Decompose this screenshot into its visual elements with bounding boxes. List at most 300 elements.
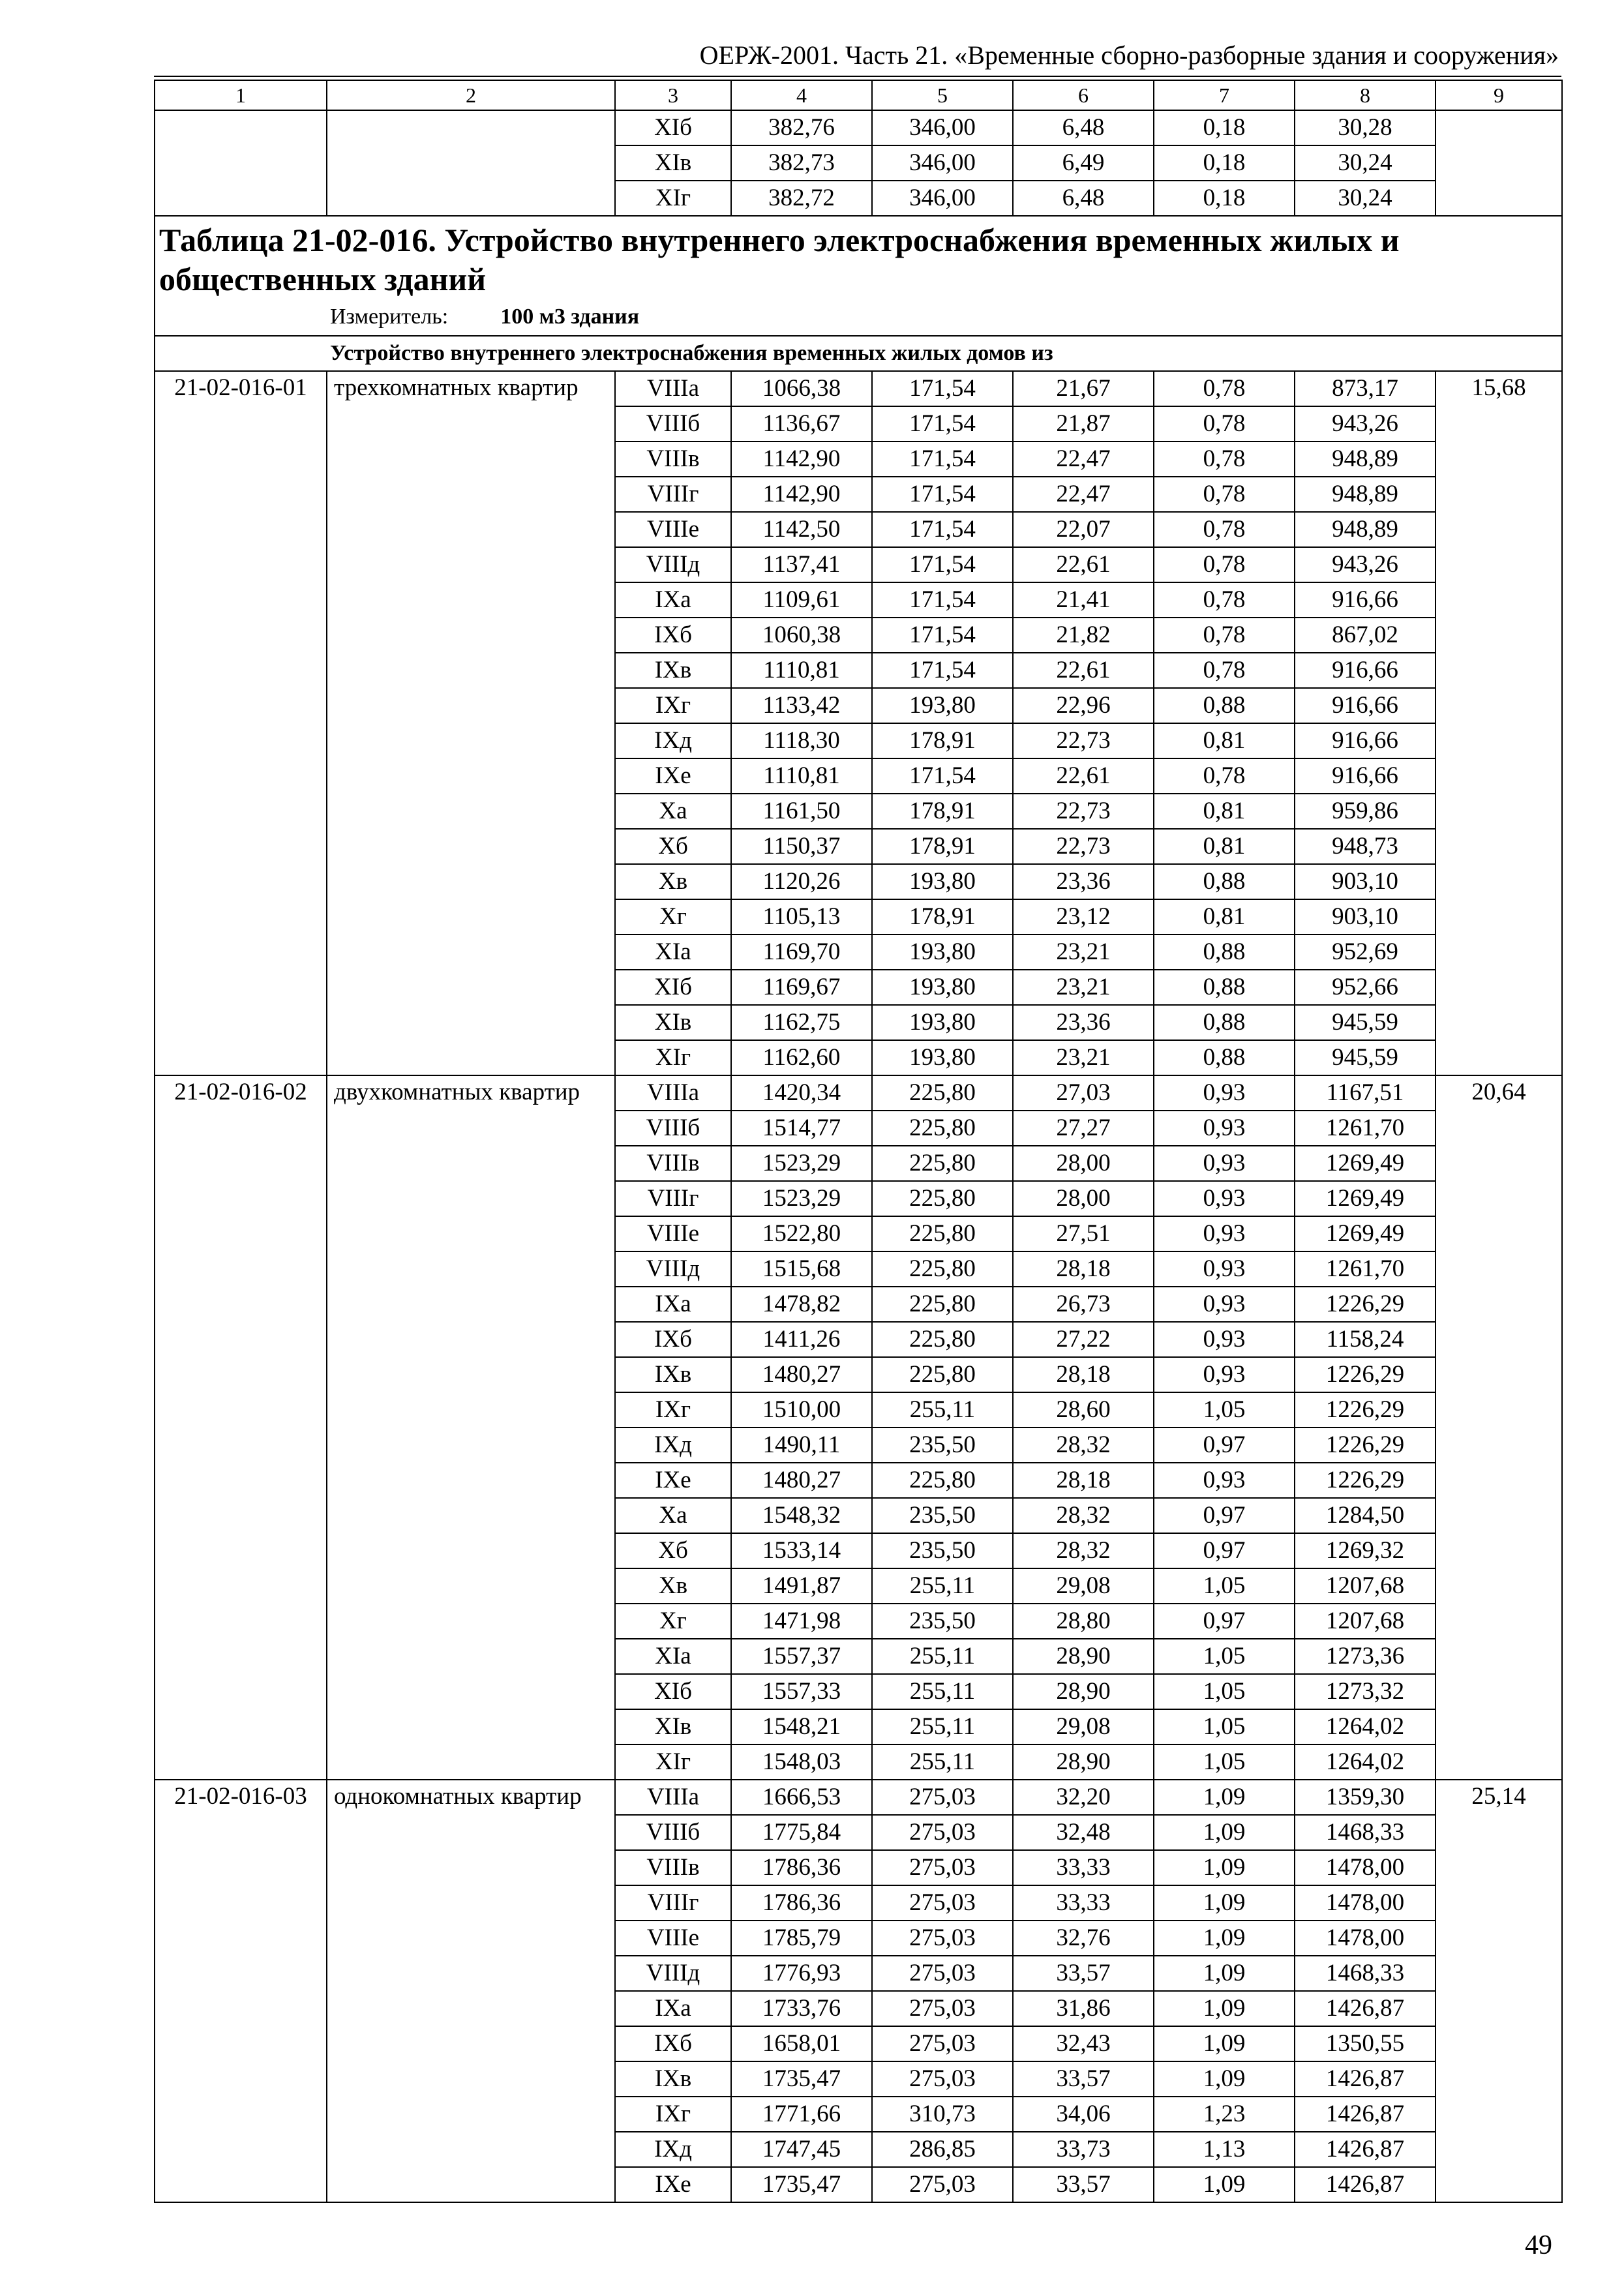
zone-cell: VIIIа — [615, 1075, 731, 1111]
value-cell: 1522,80 — [731, 1216, 872, 1251]
value-cell: 1514,77 — [731, 1111, 872, 1146]
value-cell: 225,80 — [872, 1181, 1013, 1216]
value-cell: 0,93 — [1154, 1357, 1295, 1392]
value-cell: 193,80 — [872, 1005, 1013, 1040]
value-cell: 255,11 — [872, 1639, 1013, 1674]
value-cell: 1261,70 — [1295, 1251, 1436, 1287]
value-cell: 1120,26 — [731, 864, 872, 899]
zone-cell: IXе — [615, 1463, 731, 1498]
value-cell: 1109,61 — [731, 582, 872, 618]
value-cell: 0,78 — [1154, 758, 1295, 794]
name-cell — [327, 110, 615, 216]
value-cell: 171,54 — [872, 758, 1013, 794]
value-cell: 1226,29 — [1295, 1357, 1436, 1392]
zone-cell: VIIIа — [615, 371, 731, 406]
value-cell: 171,54 — [872, 441, 1013, 477]
value-cell: 1548,21 — [731, 1709, 872, 1744]
value-cell: 1523,29 — [731, 1146, 872, 1181]
value-cell: 23,21 — [1013, 970, 1154, 1005]
value-cell: 948,73 — [1295, 829, 1436, 864]
value-cell: 952,66 — [1295, 970, 1436, 1005]
value-cell: 0,78 — [1154, 406, 1295, 441]
value-cell: 1785,79 — [731, 1921, 872, 1956]
value-cell: 948,89 — [1295, 477, 1436, 512]
value-cell: 346,00 — [872, 145, 1013, 181]
value-cell: 1269,49 — [1295, 1146, 1436, 1181]
value-cell: 1468,33 — [1295, 1815, 1436, 1850]
value-cell: 1491,87 — [731, 1568, 872, 1604]
value-cell: 225,80 — [872, 1075, 1013, 1111]
value-cell: XIб — [615, 110, 731, 145]
value-cell: 1,13 — [1154, 2132, 1295, 2167]
value-cell: 225,80 — [872, 1216, 1013, 1251]
value-cell: 0,78 — [1154, 371, 1295, 406]
value-cell: 178,91 — [872, 899, 1013, 935]
rate-name: однокомнатных квартир — [327, 1780, 615, 2202]
value-cell: 1142,90 — [731, 477, 872, 512]
zone-cell: XIв — [615, 1709, 731, 1744]
value-cell: 27,27 — [1013, 1111, 1154, 1146]
zone-cell: IXд — [615, 723, 731, 758]
value-cell: 1523,29 — [731, 1181, 872, 1216]
value-cell: 193,80 — [872, 864, 1013, 899]
value-cell: 1411,26 — [731, 1322, 872, 1357]
value-cell: 33,33 — [1013, 1885, 1154, 1921]
value-cell: 255,11 — [872, 1709, 1013, 1744]
value-cell: 1142,90 — [731, 441, 872, 477]
value-cell: 0,81 — [1154, 899, 1295, 935]
value-cell: 225,80 — [872, 1357, 1013, 1392]
value-cell: 23,21 — [1013, 1040, 1154, 1075]
value-cell: 916,66 — [1295, 582, 1436, 618]
zone-cell: Xб — [615, 1533, 731, 1568]
zone-cell: IXг — [615, 2097, 731, 2132]
value-cell: 171,54 — [872, 582, 1013, 618]
value-cell: 22,73 — [1013, 794, 1154, 829]
unit-value: 100 м3 здания — [500, 305, 640, 329]
zone-cell: XIв — [615, 1005, 731, 1040]
zone-cell: Xг — [615, 1604, 731, 1639]
value-cell: 948,89 — [1295, 441, 1436, 477]
value-cell: 310,73 — [872, 2097, 1013, 2132]
value-cell: 867,02 — [1295, 618, 1436, 653]
value-cell: 0,93 — [1154, 1181, 1295, 1216]
value-cell: 916,66 — [1295, 688, 1436, 723]
value-cell: 22,73 — [1013, 723, 1154, 758]
value-cell: 1735,47 — [731, 2061, 872, 2097]
value-cell: 27,03 — [1013, 1075, 1154, 1111]
value-cell: 0,93 — [1154, 1075, 1295, 1111]
value-cell: 1,09 — [1154, 2167, 1295, 2202]
value-cell: 0,78 — [1154, 512, 1295, 547]
value-cell: 1,09 — [1154, 1780, 1295, 1815]
value-cell: 23,36 — [1013, 864, 1154, 899]
value-cell: 28,32 — [1013, 1533, 1154, 1568]
value-cell: 1226,29 — [1295, 1428, 1436, 1463]
value-cell: 1420,34 — [731, 1075, 872, 1111]
value-cell: 1284,50 — [1295, 1498, 1436, 1533]
zone-cell: VIIIб — [615, 406, 731, 441]
value-cell: XIг — [615, 181, 731, 216]
value-cell: 0,78 — [1154, 582, 1295, 618]
value-cell: 1,05 — [1154, 1568, 1295, 1604]
value-cell: 1,09 — [1154, 2026, 1295, 2061]
table-title: Таблица 21-02-016. Устройство внутреннего электроснабжения временных жилых и общественных зданий — [159, 222, 1400, 297]
value-cell: 178,91 — [872, 794, 1013, 829]
value-cell: 0,93 — [1154, 1463, 1295, 1498]
value-cell: 948,89 — [1295, 512, 1436, 547]
value-cell: 382,73 — [731, 145, 872, 181]
value-cell: 1,05 — [1154, 1392, 1295, 1428]
page-number: 49 — [1525, 2230, 1552, 2260]
value-cell: 1786,36 — [731, 1850, 872, 1885]
value-cell: 0,81 — [1154, 794, 1295, 829]
table-row — [155, 1075, 1562, 1111]
zone-cell: XIб — [615, 970, 731, 1005]
value-cell: 225,80 — [872, 1146, 1013, 1181]
value-cell: 28,90 — [1013, 1674, 1154, 1709]
code-cell — [155, 110, 327, 216]
value-cell: 21,82 — [1013, 618, 1154, 653]
value-cell: 1,09 — [1154, 1921, 1295, 1956]
zone-cell: XIа — [615, 935, 731, 970]
value-cell: 1273,36 — [1295, 1639, 1436, 1674]
value-cell: 21,67 — [1013, 371, 1154, 406]
table-row — [155, 371, 1562, 406]
value-cell: 22,61 — [1013, 758, 1154, 794]
value-cell: 1426,87 — [1295, 2097, 1436, 2132]
value-cell: 1557,33 — [731, 1674, 872, 1709]
value-cell: 193,80 — [872, 935, 1013, 970]
table-title-cell — [155, 216, 1562, 336]
value-cell: 28,32 — [1013, 1498, 1154, 1533]
value-cell: 275,03 — [872, 2061, 1013, 2097]
col9-value: 25,14 — [1436, 1780, 1562, 2202]
zone-cell: VIIIг — [615, 477, 731, 512]
rate-code: 21-02-016-01 — [155, 371, 327, 1075]
column-number: 3 — [615, 80, 731, 110]
value-cell: 0,18 — [1154, 181, 1295, 216]
value-cell: 28,18 — [1013, 1463, 1154, 1498]
value-cell: 1273,32 — [1295, 1674, 1436, 1709]
value-cell: 0,78 — [1154, 547, 1295, 582]
value-cell: 916,66 — [1295, 723, 1436, 758]
zone-cell: IXг — [615, 688, 731, 723]
running-header: ОЕРЖ-2001. Часть 21. «Временные сборно-разборные здания и сооружения» — [699, 40, 1559, 70]
value-cell: 275,03 — [872, 2167, 1013, 2202]
value-cell: 1480,27 — [731, 1463, 872, 1498]
value-cell: 28,32 — [1013, 1428, 1154, 1463]
value-cell: 1226,29 — [1295, 1287, 1436, 1322]
value-cell: 1142,50 — [731, 512, 872, 547]
value-cell: 22,47 — [1013, 441, 1154, 477]
value-cell: 0,93 — [1154, 1146, 1295, 1181]
value-cell: XIв — [615, 145, 731, 181]
value-cell: 1478,82 — [731, 1287, 872, 1322]
value-cell: 22,61 — [1013, 653, 1154, 688]
zone-cell: IXе — [615, 2167, 731, 2202]
value-cell: 0,97 — [1154, 1604, 1295, 1639]
column-number: 7 — [1154, 80, 1295, 110]
table-title-row — [155, 216, 1562, 336]
zone-cell: VIIIд — [615, 1251, 731, 1287]
value-cell: 1533,14 — [731, 1533, 872, 1568]
value-cell: 21,41 — [1013, 582, 1154, 618]
zone-cell: VIIIг — [615, 1885, 731, 1921]
value-cell: 275,03 — [872, 1991, 1013, 2026]
value-cell: 0,18 — [1154, 110, 1295, 145]
value-cell: 1480,27 — [731, 1357, 872, 1392]
value-cell: 0,88 — [1154, 864, 1295, 899]
value-cell: 32,76 — [1013, 1921, 1154, 1956]
value-cell: 1226,29 — [1295, 1392, 1436, 1428]
zone-cell: VIIIе — [615, 1216, 731, 1251]
value-cell: 0,88 — [1154, 970, 1295, 1005]
rate-code: 21-02-016-03 — [155, 1780, 327, 2202]
value-cell: 903,10 — [1295, 899, 1436, 935]
zone-cell: IXг — [615, 1392, 731, 1428]
value-cell: 1658,01 — [731, 2026, 872, 2061]
value-cell: 33,57 — [1013, 1956, 1154, 1991]
value-cell: 916,66 — [1295, 758, 1436, 794]
value-cell: 171,54 — [872, 618, 1013, 653]
value-cell: 0,78 — [1154, 477, 1295, 512]
value-cell: 28,80 — [1013, 1604, 1154, 1639]
value-cell: 0,93 — [1154, 1216, 1295, 1251]
value-cell: 0,88 — [1154, 935, 1295, 970]
zone-cell: Xа — [615, 1498, 731, 1533]
value-cell: 0,81 — [1154, 723, 1295, 758]
value-cell: 30,28 — [1295, 110, 1436, 145]
value-cell: 1426,87 — [1295, 1991, 1436, 2026]
value-cell: 0,18 — [1154, 145, 1295, 181]
value-cell: 235,50 — [872, 1498, 1013, 1533]
value-cell: 193,80 — [872, 970, 1013, 1005]
zone-cell: VIIIг — [615, 1181, 731, 1216]
value-cell: 0,97 — [1154, 1428, 1295, 1463]
value-cell: 30,24 — [1295, 181, 1436, 216]
value-cell: 1666,53 — [731, 1780, 872, 1815]
value-cell: 28,00 — [1013, 1181, 1154, 1216]
value-cell: 1136,67 — [731, 406, 872, 441]
value-cell: 32,48 — [1013, 1815, 1154, 1850]
value-cell: 28,18 — [1013, 1357, 1154, 1392]
value-cell: 275,03 — [872, 2026, 1013, 2061]
value-cell: 1359,30 — [1295, 1780, 1436, 1815]
value-cell: 1150,37 — [731, 829, 872, 864]
value-cell: 28,18 — [1013, 1251, 1154, 1287]
value-cell: 31,86 — [1013, 1991, 1154, 2026]
zone-cell: Xа — [615, 794, 731, 829]
value-cell: 34,06 — [1013, 2097, 1154, 2132]
value-cell: 1515,68 — [731, 1251, 872, 1287]
value-cell: 952,69 — [1295, 935, 1436, 970]
value-cell: 32,43 — [1013, 2026, 1154, 2061]
value-cell: 943,26 — [1295, 547, 1436, 582]
column-number-row — [155, 80, 1562, 110]
value-cell: 6,48 — [1013, 110, 1154, 145]
value-cell: 225,80 — [872, 1111, 1013, 1146]
value-cell: 1471,98 — [731, 1604, 872, 1639]
value-cell: 235,50 — [872, 1428, 1013, 1463]
value-cell: 0,78 — [1154, 618, 1295, 653]
value-cell: 1269,32 — [1295, 1533, 1436, 1568]
value-cell: 178,91 — [872, 723, 1013, 758]
value-cell: 1468,33 — [1295, 1956, 1436, 1991]
zone-cell: XIа — [615, 1639, 731, 1674]
value-cell: 32,20 — [1013, 1780, 1154, 1815]
value-cell: 1548,32 — [731, 1498, 872, 1533]
value-cell: 22,73 — [1013, 829, 1154, 864]
value-cell: 1426,87 — [1295, 2132, 1436, 2167]
value-cell: 1264,02 — [1295, 1744, 1436, 1780]
value-cell: 1747,45 — [731, 2132, 872, 2167]
value-cell: 0,78 — [1154, 653, 1295, 688]
value-cell: 171,54 — [872, 547, 1013, 582]
value-cell: 171,54 — [872, 512, 1013, 547]
value-cell: 1060,38 — [731, 618, 872, 653]
value-cell: 1,23 — [1154, 2097, 1295, 2132]
value-cell: 346,00 — [872, 110, 1013, 145]
value-cell: 1066,38 — [731, 371, 872, 406]
zone-cell: IXд — [615, 1428, 731, 1463]
value-cell: 255,11 — [872, 1674, 1013, 1709]
value-cell: 916,66 — [1295, 653, 1436, 688]
section-row — [155, 336, 1562, 371]
zone-cell: Xв — [615, 864, 731, 899]
zone-cell: VIIIб — [615, 1111, 731, 1146]
zone-cell: Xв — [615, 1568, 731, 1604]
column-number: 5 — [872, 80, 1013, 110]
value-cell: 1110,81 — [731, 653, 872, 688]
value-cell: 33,57 — [1013, 2061, 1154, 2097]
value-cell: 1264,02 — [1295, 1709, 1436, 1744]
value-cell: 1261,70 — [1295, 1111, 1436, 1146]
zone-cell: VIIIе — [615, 1921, 731, 1956]
value-cell: 1478,00 — [1295, 1850, 1436, 1885]
value-cell: 0,88 — [1154, 1005, 1295, 1040]
value-cell: 1,05 — [1154, 1674, 1295, 1709]
value-cell: 275,03 — [872, 1956, 1013, 1991]
value-cell: 22,07 — [1013, 512, 1154, 547]
value-cell: 171,54 — [872, 653, 1013, 688]
column-number: 9 — [1436, 80, 1562, 110]
value-cell: 275,03 — [872, 1815, 1013, 1850]
column-number: 1 — [155, 80, 327, 110]
value-cell: 1207,68 — [1295, 1604, 1436, 1639]
value-cell: 275,03 — [872, 1850, 1013, 1885]
value-cell: 22,61 — [1013, 547, 1154, 582]
value-cell: 193,80 — [872, 1040, 1013, 1075]
rate-name: двухкомнатных квартир — [327, 1075, 615, 1780]
zone-cell: Xб — [615, 829, 731, 864]
value-cell: 0,93 — [1154, 1322, 1295, 1357]
value-cell: 1490,11 — [731, 1428, 872, 1463]
value-cell: 0,78 — [1154, 441, 1295, 477]
value-cell: 1207,68 — [1295, 1568, 1436, 1604]
value-cell: 0,97 — [1154, 1533, 1295, 1568]
value-cell: 0,88 — [1154, 688, 1295, 723]
rate-name: трехкомнатных квартир — [327, 371, 615, 1075]
value-cell: 225,80 — [872, 1463, 1013, 1498]
value-cell: 23,12 — [1013, 899, 1154, 935]
value-cell: 1,05 — [1154, 1639, 1295, 1674]
value-cell: 23,36 — [1013, 1005, 1154, 1040]
section-title: Устройство внутреннего электроснабжения временных жилых домов из — [155, 336, 1562, 371]
value-cell: 1133,42 — [731, 688, 872, 723]
value-cell: 1137,41 — [731, 547, 872, 582]
value-cell: 945,59 — [1295, 1040, 1436, 1075]
value-cell: 30,24 — [1295, 145, 1436, 181]
unit-label: Измеритель: — [330, 305, 449, 329]
value-cell: 275,03 — [872, 1921, 1013, 1956]
value-cell: 225,80 — [872, 1322, 1013, 1357]
unit-line — [330, 301, 1556, 333]
value-cell: 22,47 — [1013, 477, 1154, 512]
value-cell: 1105,13 — [731, 899, 872, 935]
zone-cell: VIIIб — [615, 1815, 731, 1850]
value-cell: 945,59 — [1295, 1005, 1436, 1040]
value-cell: 235,50 — [872, 1533, 1013, 1568]
value-cell: 1,05 — [1154, 1744, 1295, 1780]
value-cell: 28,90 — [1013, 1639, 1154, 1674]
value-cell: 1,09 — [1154, 1991, 1295, 2026]
value-cell: 1118,30 — [731, 723, 872, 758]
value-cell: 1426,87 — [1295, 2167, 1436, 2202]
zone-cell: Xг — [615, 899, 731, 935]
table-row — [155, 110, 1562, 145]
value-cell: 1169,67 — [731, 970, 872, 1005]
value-cell: 255,11 — [872, 1744, 1013, 1780]
value-cell: 1167,51 — [1295, 1075, 1436, 1111]
table-row — [155, 1780, 1562, 1815]
value-cell: 1161,50 — [731, 794, 872, 829]
value-cell: 178,91 — [872, 829, 1013, 864]
value-cell: 23,21 — [1013, 935, 1154, 970]
zone-cell: VIIIв — [615, 1146, 731, 1181]
value-cell: 0,93 — [1154, 1251, 1295, 1287]
value-cell: 1,09 — [1154, 2061, 1295, 2097]
value-cell: 1,09 — [1154, 1885, 1295, 1921]
value-cell: 193,80 — [872, 688, 1013, 723]
value-cell: 255,11 — [872, 1392, 1013, 1428]
zone-cell: XIб — [615, 1674, 731, 1709]
column-number: 4 — [731, 80, 872, 110]
zone-cell: IXб — [615, 1322, 731, 1357]
value-cell: 6,49 — [1013, 145, 1154, 181]
zone-cell: VIIIе — [615, 512, 731, 547]
value-cell: 1557,37 — [731, 1639, 872, 1674]
value-cell: 1776,93 — [731, 1956, 872, 1991]
zone-cell: IXа — [615, 582, 731, 618]
value-cell: 1226,29 — [1295, 1463, 1436, 1498]
value-cell: 6,48 — [1013, 181, 1154, 216]
value-cell: 1478,00 — [1295, 1921, 1436, 1956]
zone-cell: VIIIд — [615, 1956, 731, 1991]
value-cell: 21,87 — [1013, 406, 1154, 441]
value-cell: 27,22 — [1013, 1322, 1154, 1357]
value-cell: 22,96 — [1013, 688, 1154, 723]
value-cell: 275,03 — [872, 1780, 1013, 1815]
value-cell: 1,05 — [1154, 1709, 1295, 1744]
value-cell: 28,60 — [1013, 1392, 1154, 1428]
column-number: 6 — [1013, 80, 1154, 110]
value-cell: 1510,00 — [731, 1392, 872, 1428]
header-rule — [154, 76, 1561, 77]
value-cell: 26,73 — [1013, 1287, 1154, 1322]
rates-table — [154, 80, 1563, 2203]
value-cell: 1735,47 — [731, 2167, 872, 2202]
